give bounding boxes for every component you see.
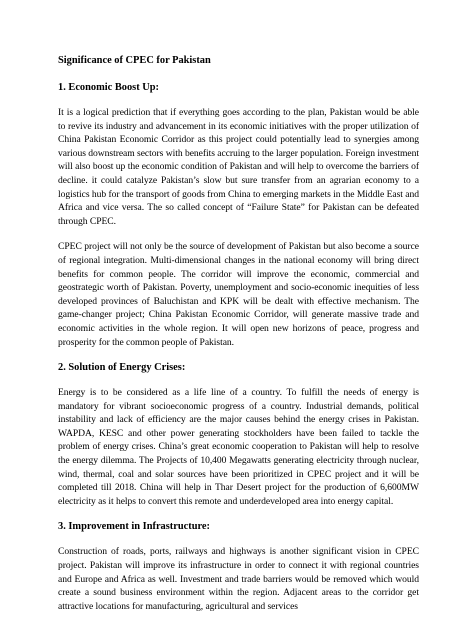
document-title: Significance of CPEC for Pakistan — [58, 55, 211, 66]
section-energy-crises — [58, 361, 419, 508]
section-heading: 1. Economic Boost Up: — [58, 82, 160, 93]
paragraph: It is a logical prediction that if everything goes according to the plan, Pakistan would be able to revive its industry and advancement in its economic initiatives with the proper utilization of China Pakistan Economic Corridor as this project could potentially lead to synergies among various downstream sectors with benefits accruing to the larger population. Foreign investment will also boost up the economic condition of Pakistan and will help to overcome the barriers of decline. it could catalyze Pakistan’s slow but sure transfer from an agrarian economy to a logistics hub for the transport of goods from China to emerging markets in the Middle East and Africa and vice versa. The so called concept of “Failure State” for Pakistan can be defeated through CPEC. — [58, 107, 419, 227]
paragraph: CPEC project will not only be the source of development of Pakistan but also become a source of regional integration. Multi-dimensional changes in the national economy will bring direct benefits for common people. The corridor will improve the economic, commercial and geostrategic worth of Pakistan. Poverty, unemployment and socio-economic inequities of less developed provinces of Baluchistan and KPK will be dealt with effective mechanism. The game-changer project; China Pakistan Economic Corridor, will generate massive trade and economic activities in the whole region. It will open new horizons of peace, progress and prosperity for the common people of Pakistan. — [58, 241, 419, 348]
section-economic-boost — [58, 81, 419, 349]
section-heading: 2. Solution of Energy Crises: — [58, 362, 186, 374]
paragraph: Energy is to be considered as a life line of a country. To fulfill the needs of energy is mandatory for vibrant socioeconomic progress of a country. Industrial demands, political instability and lack of efficiency are the major causes behind the energy crises in Pakistan. WAPDA, KESC and other power generating stockholders have been failed to tackle the problem of energy crises. China’s great economic cooperation to Pakistan will help to resolve the energy dilemma. The Projects of 10,400 Megawatts generating electricity through nuclear, wind, thermal, coal and solar sources have been prioritized in CPEC project and it will be completed till 2018. China will help in Thar Desert project for the production of 6,600MW electricity as it helps to convert this remote and underdeveloped area into energy capital. — [58, 387, 419, 507]
section-infrastructure — [58, 520, 419, 613]
document-page — [58, 54, 419, 625]
paragraph: Construction of roads, ports, railways and highways is another significant vision in CPEC project. Pakistan will improve its infrastructure in order to connect it with regional countries and Europe and Africa as well. Investment and trade barriers would be removed which would create a sound business environment within the region. Adjacent areas to the corridor get attractive locations for manufacturing, agricultural and services — [58, 546, 419, 612]
section-heading: 3. Improvement in Infrastructure: — [58, 521, 210, 533]
